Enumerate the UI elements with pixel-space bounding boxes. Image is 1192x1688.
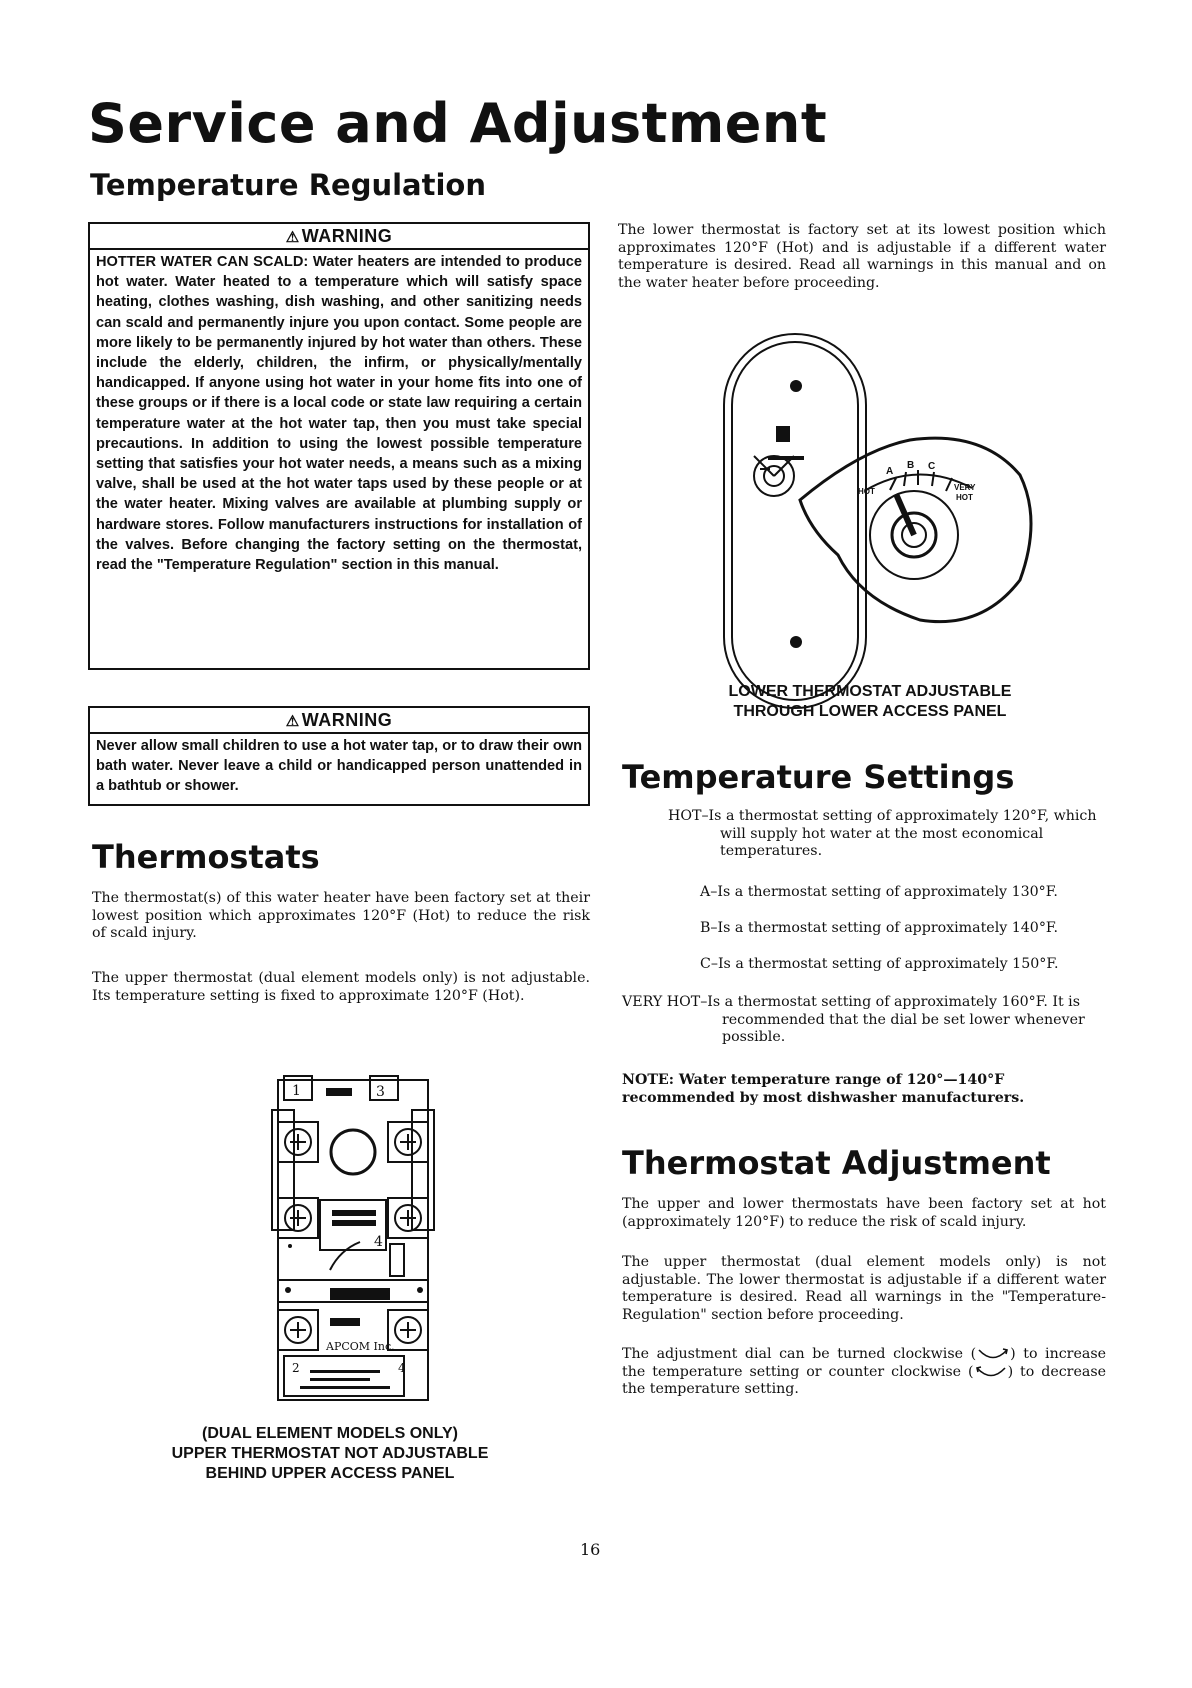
setting-text: VERY HOT–Is a thermostat setting of approximately 160°F. It is recommended that the dial be set lower whenever possible. (622, 994, 1085, 1046)
terminal-label: 1 (292, 1083, 301, 1099)
caption-line: (DUAL ELEMENT MODELS ONLY) (201, 1425, 458, 1442)
setting-hot (668, 808, 1106, 861)
warning-triangle-icon: ⚠ (285, 713, 300, 730)
brand-label: APCOM Inc. (326, 1340, 395, 1353)
warning-header (90, 224, 588, 250)
section-title-temperature-settings: Temperature Settings (622, 758, 1015, 796)
counter-clockwise-arrow-icon (974, 1365, 1008, 1379)
lower-thermostat-caption (640, 682, 1100, 722)
clockwise-arrow-icon (976, 1347, 1010, 1361)
adjustment-paragraph-3 (622, 1346, 1106, 1399)
warning-header (90, 708, 588, 734)
setting-c: C–Is a thermostat setting of approximately 150°F. (700, 956, 1059, 972)
terminal-label: 4 (398, 1361, 406, 1375)
warning-text: Never allow small children to use a hot water tap, or to draw their own bath water. Never leave a child or handicapped person unattended in a bathtub or shower. (96, 738, 582, 795)
dial-label-c: C (928, 461, 936, 472)
warning-triangle-icon: ⚠ (285, 229, 300, 246)
thermostats-paragraph-1: The thermostat(s) of this water heater have been factory set at their lowest position which approximates 120°F (Hot) to reduce the risk of scald injury. (92, 890, 590, 942)
warning-box-scald (88, 222, 590, 670)
section-title-thermostat-adjustment: Thermostat Adjustment (622, 1144, 1051, 1182)
setting-b: B–Is a thermostat setting of approximately 140°F. (700, 920, 1059, 936)
adjustment-text: ) to increase the temperature setting or counter clockwise ( (622, 1346, 1106, 1380)
setting-a: A–Is a thermostat setting of approximately 130°F. (700, 884, 1058, 900)
caption-line: UPPER THERMOSTAT NOT ADJUSTABLE (171, 1445, 489, 1462)
warning-text: HOTTER WATER CAN SCALD: Water heaters are intended to produce hot water. Water heated to a temperature which will satisfy space heating, clothes washing, dish washing, and other sanitizing needs can scald and permanently injure you upon contact. Some people are more likely to be permanently injured by hot water than others. These include the elderly, children, the infirm, or physically/mentally handicapped. If anyone using hot water in your home fits into one of these groups or if there is a local code or state law requiring a certain temperature water at the hot water tap, then you must take special precautions. In addition to using the lowest possible temperature setting that satisfies your hot water needs, a means such as a mixing valve, shall be used at the hot water taps used by these people or at the water heater. Mixing valves are available at plumbing supply or hardware stores. Follow manufacturers instructions for installation of the valves. Before changing the factory setting on the thermostat, read the "Temperature Regulation" section in this manual. (96, 254, 582, 574)
caption-line: BEHIND UPPER ACCESS PANEL (205, 1465, 455, 1482)
section-title-temperature-regulation: Temperature Regulation (90, 168, 486, 202)
adjustment-text: ) to decrease the temperature setting. (622, 1363, 1106, 1398)
adjustment-paragraph-1: The upper and lower thermostats have been factory set at hot (approximately 120°F) to reduce the risk of scald injury. (622, 1196, 1106, 1230)
warning-box-children (88, 706, 590, 806)
terminal-label: 4 (374, 1234, 383, 1250)
warning-label: WARNING (301, 226, 393, 246)
dial-label-very: VERY (954, 483, 976, 492)
terminal-label: 3 (376, 1084, 385, 1100)
dial-label-a: A (886, 466, 894, 477)
lower-thermostat-illustration (720, 330, 1040, 720)
caption-line: LOWER THERMOSTAT ADJUSTABLE (728, 683, 1012, 700)
adjustment-text: The adjustment dial can be turned clockwise ( (622, 1346, 977, 1362)
thermostats-paragraph-2: The upper thermostat (dual element models only) is not adjustable. Its temperature setting is fixed to approximate 120°F (Hot). (92, 970, 590, 1004)
setting-text: HOT–Is a thermostat setting of approximately 120°F, which will supply hot water at the most economical temperatures. (668, 808, 1097, 860)
dial-label-hot: HOT (858, 487, 875, 496)
dial-label-b: B (907, 460, 915, 471)
dishwasher-note: NOTE: Water temperature range of 120°—140°F recommended by most dishwasher manufacturers. (622, 1072, 1025, 1106)
adjustment-paragraph-2: The upper thermostat (dual element models only) is not adjustable. The lower thermostat is adjustable if a different water temperature is desired. Read all warnings in the "Temperature-Regulation" section before proceeding. (622, 1254, 1106, 1323)
dial-label-very-hot: HOT (956, 493, 973, 502)
caption-line: THROUGH LOWER ACCESS PANEL (733, 703, 1007, 720)
upper-thermostat-illustration (270, 1070, 440, 1410)
terminal-label: 2 (292, 1361, 300, 1375)
section-title-thermostats: Thermostats (92, 838, 320, 876)
page-number: 16 (580, 1540, 601, 1559)
upper-thermostat-caption (110, 1424, 550, 1484)
setting-very-hot (622, 994, 1106, 1047)
warning-label: WARNING (301, 710, 393, 730)
page-title: Service and Adjustment (88, 92, 828, 155)
lower-thermostat-intro: The lower thermostat is factory set at its lowest position which approximates 120°F (Hot) and is adjustable if a different water temperature is desired. Read all warnings in this manual and on the water heater before proceeding. (618, 222, 1106, 291)
